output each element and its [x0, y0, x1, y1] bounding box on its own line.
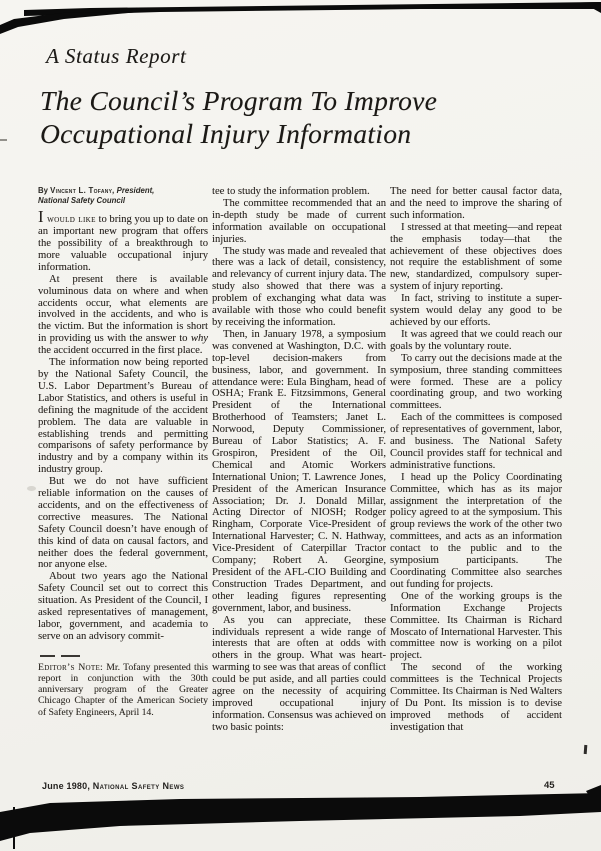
footer-issue-date: June 1980,	[42, 781, 91, 791]
byline-by: By	[38, 186, 51, 195]
paragraph	[38, 274, 208, 357]
paragraph: As you can appreciate, these individuals represent a wide range of interests that are often at odds with others in the group. What was heart-warming to see was that areas of conflict could be put aside, and all parties could agree on the necessity of acquiring improved occupational injury information. Consensus was achieved on two basic points:	[212, 614, 386, 733]
byline-organization: National Safety Council	[38, 195, 126, 205]
divider-dash	[61, 655, 80, 657]
scan-mark-right	[584, 745, 588, 754]
paragraph: But we do not have sufficient reliable information on the causes of accidents, and on the effectiveness of corrective measures. The National Safety Council doesn’t have enough of this kind of data on causal factors, and neither does the federal government, nor anyone else.	[38, 476, 208, 571]
footer-magazine-name: National Safety News	[92, 781, 185, 791]
editor-note-divider	[40, 655, 208, 657]
editor-note-text: Mr. Tofany presented this report in conjunction with the 30th anniversary program of the Greater Chicago Chapter of the American Society of Safety Engineers, April 14.	[38, 661, 209, 718]
paragraph-text: At present there is available voluminous data on where and when accidents occur, what elements are involved in the accidents, and who is the victim. But the information is short in providing us with the answer to	[38, 273, 208, 345]
paragraph: I stressed at that meeting—and repeat the emphasis today—that the achievement of these objectives does not require the establishment of some new, standardized, compulsory super-system of injury reporting.	[390, 221, 562, 293]
paragraph: Then, in January 1978, a symposium was convened at Washington, D.C. with top-level decision-makers from business, labor, and government. In attendance were: Eula Bingham, head of OSHA; Frank E. Fitzsimmons, General President of the International Brotherhood of Teamsters; Janet L. Norwood, Deputy Commissioner, Bureau of Labor Statistics; A. F. Grospiron, President of the Oil, Chemical and Atomic Workers International Union; T. Lawrence Jones, President of the American Insurance Association; Dr. J. Donald Millar, Acting Director of NIOSH; Rodger Ringham, Corporate Vice-President of International Harvester; C. N. Hathway, Vice-President of Caterpillar Tractor Company; Robert A. Georgine, President of the AFL-CIO Building and Construction Trades Department, and other leading figures representing government, labor, and business.	[212, 328, 386, 614]
paragraph: The committee recommended that an in-depth study be made of current information available on occupational injuries.	[212, 197, 386, 245]
paragraph: The second of the working committees is the Technical Projects Committee. Its Chairman is Ned Walters of Du Pont. Its mission is to devise improved methods of accident investigation that	[390, 662, 562, 733]
article-title-line2: Occupational Injury Information	[40, 118, 412, 149]
scan-edge-top	[0, 0, 601, 44]
article-column-2	[212, 186, 386, 734]
article-kicker: A Status Report	[46, 44, 187, 68]
paragraph: To carry out the decisions made at the symposium, three standing committees were formed. These are a policy coordinating group, and two working committees.	[390, 352, 562, 412]
divider-dash	[40, 655, 55, 657]
scan-smudge	[27, 486, 36, 491]
lead-initial-cap: I	[38, 207, 45, 227]
editor-note-label: Editor’s Note:	[38, 661, 104, 673]
lead-smallcaps: would like	[47, 214, 96, 226]
editor-note	[38, 662, 208, 718]
paragraph-lead	[38, 207, 209, 274]
paragraph-text: the accident occurred in the first place.	[38, 345, 203, 357]
paragraph: The information now being reported by the National Safety Council, the U.S. Labor Department’s Bureau of Labor Statistics, and others is useful in defining the magnitude of the accident problem. The data are valuable in establishing trends and permitting comparisons of safety performance by industry and by a company within its industry group.	[38, 357, 208, 476]
scan-mark-left	[0, 139, 7, 141]
paragraph: I head up the Policy Coordinating Committee, which has as its major assignment the interpretation of the policy agreed to at the symposium. This group reviews the work of the other two committees, and acts as an information contact to the public and to the symposium participants. The Coordinating Committee also searches out funding for projects.	[390, 471, 562, 590]
paragraph: It was agreed that we could reach our goals by the voluntary route.	[390, 328, 562, 352]
paragraph: tee to study the information problem.	[212, 186, 370, 197]
paragraph: In fact, striving to institute a super-system would delay any good to be achieved by our efforts.	[390, 293, 562, 328]
paragraph: One of the working groups is the Information Exchange Projects Committee. Its Chairman is Richard Moscato of International Harvester. This committee now is working on a pilot project.	[390, 590, 562, 662]
footer-page-number: 45	[544, 780, 555, 791]
byline-author: Vincent L. Tofany	[50, 186, 113, 195]
byline-role: , President,	[112, 186, 155, 195]
article-column-3	[390, 186, 562, 734]
paragraph: The need for better causal factor data, and the need to improve the sharing of such information.	[390, 186, 562, 221]
lead-rest: to bring you up to date on an important new program that offers the possibility of a breakthrough to more valuable occupational injury information.	[38, 214, 209, 273]
article-title-line1: The Council’s Program To Improve	[40, 85, 438, 116]
scan-edge-bottom	[0, 785, 601, 851]
byline	[38, 186, 208, 205]
article-title	[40, 84, 437, 150]
paragraph: Each of the committees is composed of representatives of government, labor, and business. The National Safety Council provides staff for technical and administrative functions.	[390, 412, 562, 471]
paragraph: About two years ago the National Safety Council set out to correct this situation. As President of the Council, I asked representatives of management, labor, government, and academia to serve on an advisory commit-	[38, 571, 208, 642]
article-column-1	[38, 186, 208, 718]
emphasized-word: why	[190, 333, 208, 345]
paragraph: The study was made and revealed that there was a lack of detail, consistency, and relevancy of current injury data. The study also showed that there was a problem of exchanging what data was available with those who could benefit by receiving the information.	[212, 245, 386, 328]
